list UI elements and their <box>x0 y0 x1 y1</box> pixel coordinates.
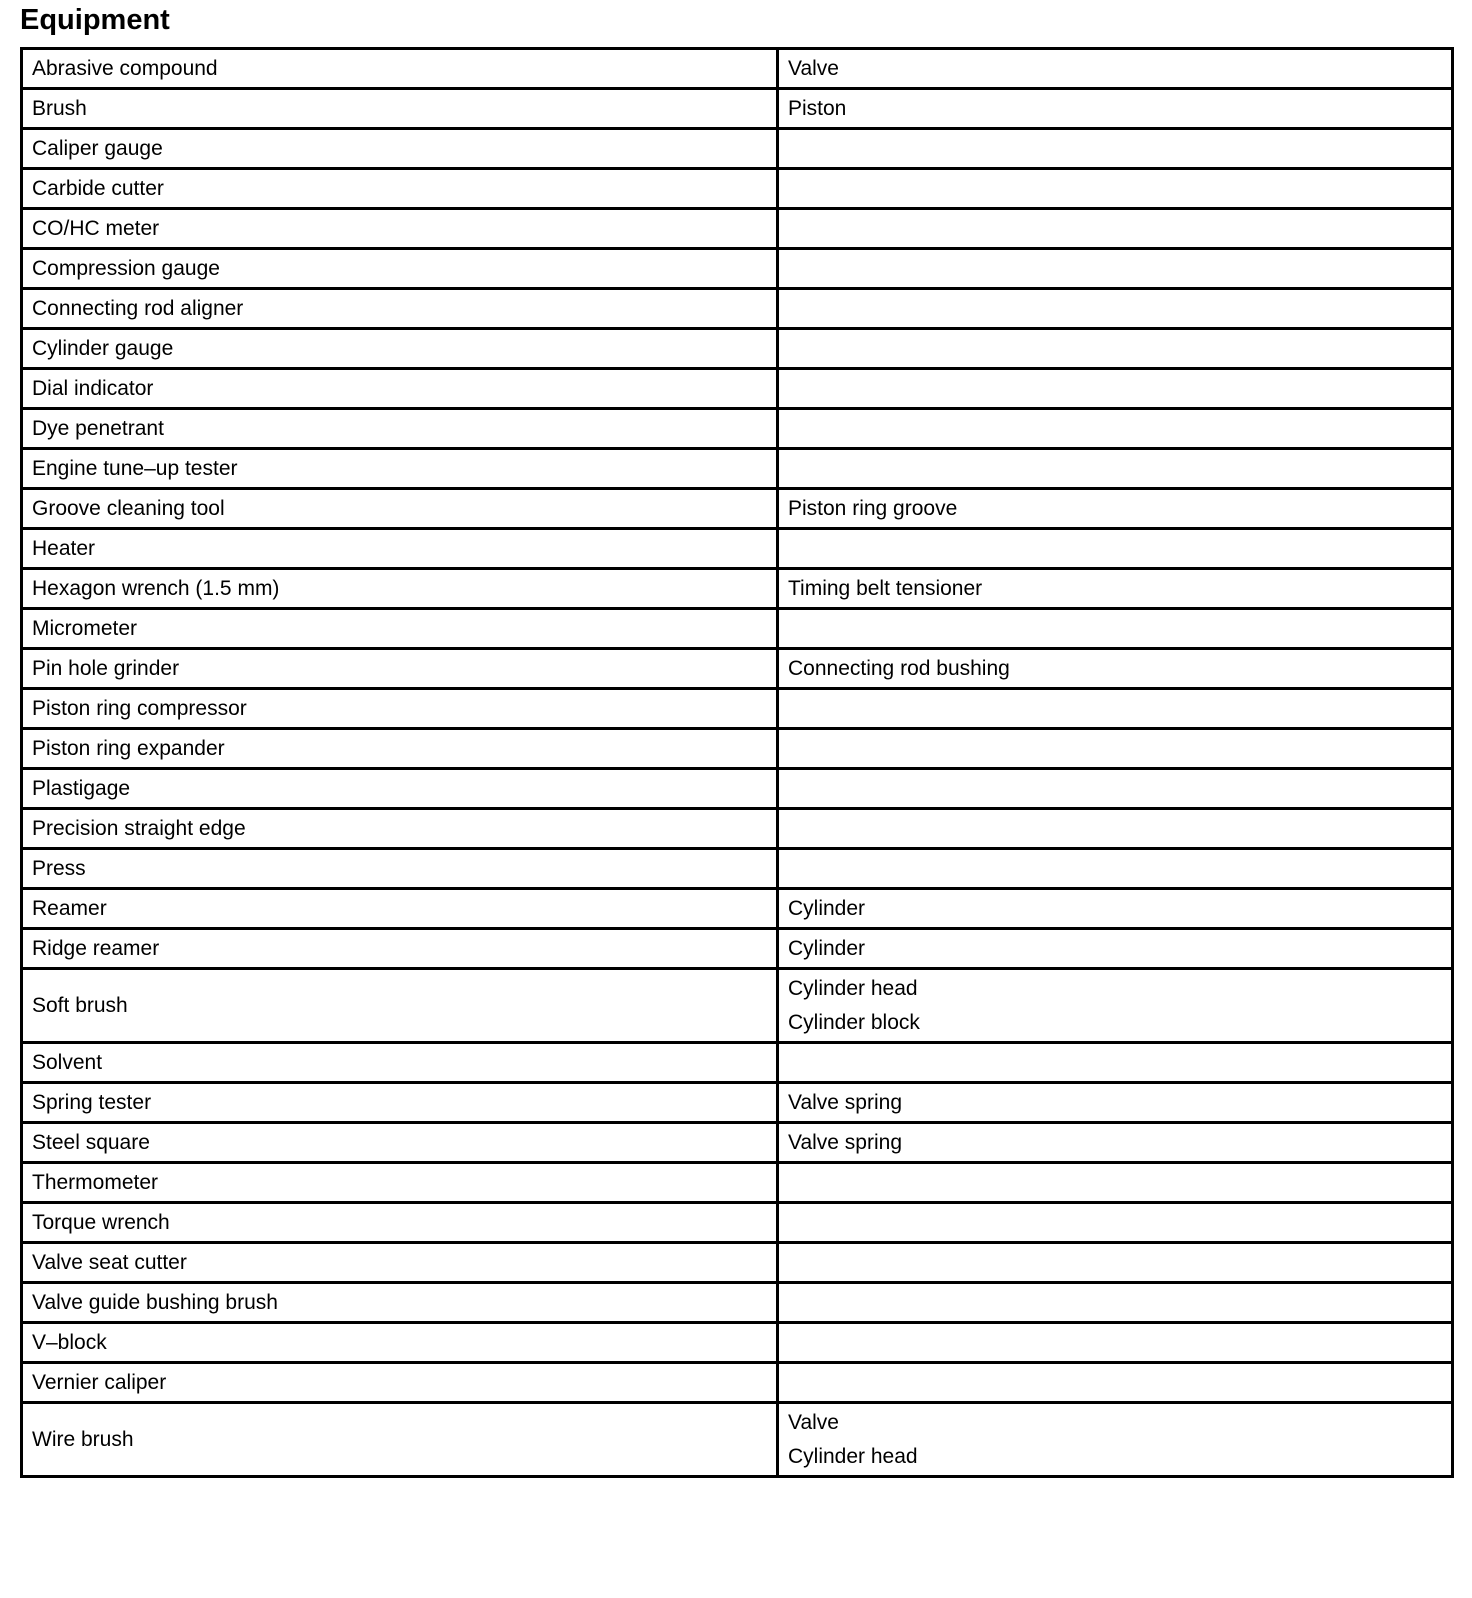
equipment-table-body <box>22 49 1453 1477</box>
table-row <box>22 529 1453 569</box>
part-cell <box>778 809 1453 849</box>
table-row <box>22 409 1453 449</box>
equipment-cell: Torque wrench <box>22 1203 778 1243</box>
equipment-cell: Thermometer <box>22 1163 778 1203</box>
table-row <box>22 1323 1453 1363</box>
table-row <box>22 249 1453 289</box>
equipment-cell: Press <box>22 849 778 889</box>
table-row <box>22 769 1453 809</box>
equipment-cell: Hexagon wrench (1.5 mm) <box>22 569 778 609</box>
equipment-cell: Reamer <box>22 889 778 929</box>
equipment-cell: CO/HC meter <box>22 209 778 249</box>
part-cell <box>778 1203 1453 1243</box>
equipment-cell: Caliper gauge <box>22 129 778 169</box>
part-cell <box>778 729 1453 769</box>
part-name: Cylinder head <box>788 1444 918 1468</box>
part-cell <box>778 689 1453 729</box>
table-row <box>22 969 1453 1043</box>
equipment-cell: Carbide cutter <box>22 169 778 209</box>
equipment-cell: Ridge reamer <box>22 929 778 969</box>
table-row <box>22 1083 1453 1123</box>
table-row <box>22 889 1453 929</box>
part-cell <box>778 1283 1453 1323</box>
equipment-cell: Compression gauge <box>22 249 778 289</box>
equipment-cell: Engine tune–up tester <box>22 449 778 489</box>
table-row <box>22 49 1453 89</box>
equipment-cell: Steel square <box>22 1123 778 1163</box>
equipment-cell: Dial indicator <box>22 369 778 409</box>
equipment-cell: Vernier caliper <box>22 1363 778 1403</box>
part-cell <box>778 329 1453 369</box>
equipment-cell: Valve seat cutter <box>22 1243 778 1283</box>
part-cell <box>778 209 1453 249</box>
part-cell <box>778 1363 1453 1403</box>
part-cell <box>778 529 1453 569</box>
equipment-cell: Groove cleaning tool <box>22 489 778 529</box>
table-row <box>22 449 1453 489</box>
table-row <box>22 329 1453 369</box>
table-row <box>22 289 1453 329</box>
part-cell <box>778 649 1453 689</box>
part-cell <box>778 929 1453 969</box>
table-row <box>22 1043 1453 1083</box>
part-cell <box>778 569 1453 609</box>
part-cell <box>778 369 1453 409</box>
equipment-cell: Micrometer <box>22 609 778 649</box>
equipment-cell: Abrasive compound <box>22 49 778 89</box>
equipment-cell: Dye penetrant <box>22 409 778 449</box>
part-cell <box>778 1083 1453 1123</box>
table-row <box>22 689 1453 729</box>
equipment-cell: Heater <box>22 529 778 569</box>
part-cell <box>778 89 1453 129</box>
part-name: Cylinder block <box>788 1010 920 1034</box>
part-cell <box>778 969 1453 1043</box>
part-cell <box>778 489 1453 529</box>
part-name: Valve <box>788 56 839 80</box>
table-row <box>22 729 1453 769</box>
table-row <box>22 1203 1453 1243</box>
part-cell <box>778 449 1453 489</box>
table-row <box>22 369 1453 409</box>
part-cell <box>778 409 1453 449</box>
table-row <box>22 489 1453 529</box>
part-cell <box>778 1403 1453 1477</box>
part-cell <box>778 129 1453 169</box>
equipment-cell: Connecting rod aligner <box>22 289 778 329</box>
part-name: Piston ring groove <box>788 496 958 520</box>
part-cell <box>778 1123 1453 1163</box>
part-cell <box>778 249 1453 289</box>
equipment-cell: Solvent <box>22 1043 778 1083</box>
part-cell <box>778 49 1453 89</box>
table-row <box>22 1403 1453 1477</box>
equipment-cell: Piston ring compressor <box>22 689 778 729</box>
table-row <box>22 129 1453 169</box>
part-cell <box>778 1043 1453 1083</box>
table-row <box>22 849 1453 889</box>
table-row <box>22 609 1453 649</box>
part-name: Valve spring <box>788 1090 903 1114</box>
equipment-cell: Spring tester <box>22 1083 778 1123</box>
part-cell <box>778 289 1453 329</box>
table-row <box>22 1363 1453 1403</box>
table-row <box>22 1243 1453 1283</box>
table-row <box>22 649 1453 689</box>
equipment-cell: Soft brush <box>22 969 778 1043</box>
equipment-table <box>20 47 1454 1478</box>
part-name: Timing belt tensioner <box>788 576 983 600</box>
part-cell <box>778 1243 1453 1283</box>
part-cell <box>778 889 1453 929</box>
page-title: Equipment <box>20 4 170 36</box>
part-name: Piston <box>788 96 847 120</box>
table-row <box>22 929 1453 969</box>
table-row <box>22 1283 1453 1323</box>
equipment-cell: V–block <box>22 1323 778 1363</box>
equipment-cell: Cylinder gauge <box>22 329 778 369</box>
part-name: Connecting rod bushing <box>788 656 1010 680</box>
table-row <box>22 169 1453 209</box>
table-row <box>22 569 1453 609</box>
equipment-cell: Valve guide bushing brush <box>22 1283 778 1323</box>
part-cell <box>778 609 1453 649</box>
part-name: Cylinder <box>788 896 866 920</box>
part-name: Cylinder <box>788 936 866 960</box>
part-cell <box>778 1163 1453 1203</box>
part-cell <box>778 1323 1453 1363</box>
equipment-cell: Piston ring expander <box>22 729 778 769</box>
table-row <box>22 89 1453 129</box>
equipment-cell: Brush <box>22 89 778 129</box>
table-row <box>22 809 1453 849</box>
part-cell <box>778 769 1453 809</box>
part-name: Valve spring <box>788 1130 903 1154</box>
table-row <box>22 1163 1453 1203</box>
part-cell <box>778 849 1453 889</box>
part-cell <box>778 169 1453 209</box>
table-row <box>22 1123 1453 1163</box>
equipment-cell: Wire brush <box>22 1403 778 1477</box>
equipment-cell: Plastigage <box>22 769 778 809</box>
part-name: Cylinder head <box>788 976 918 1000</box>
part-name: Valve <box>788 1410 839 1434</box>
equipment-cell: Precision straight edge <box>22 809 778 849</box>
table-row <box>22 209 1453 249</box>
equipment-cell: Pin hole grinder <box>22 649 778 689</box>
